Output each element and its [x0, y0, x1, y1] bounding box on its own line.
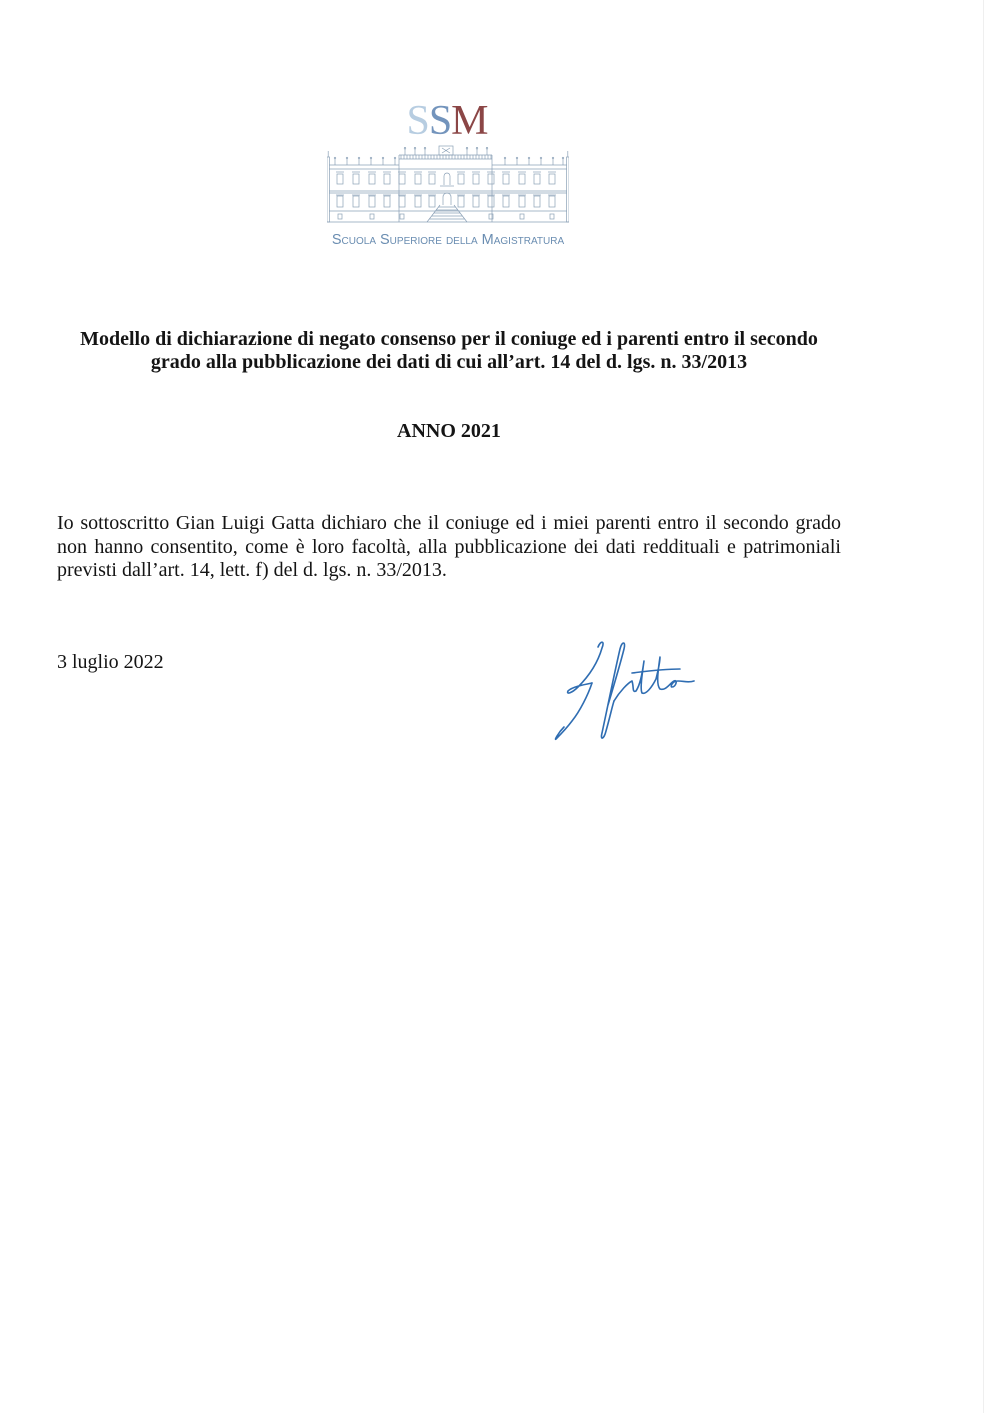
building-ground-window — [370, 214, 374, 219]
building-ground-window — [550, 214, 554, 219]
building-central-window — [444, 173, 450, 185]
building-window — [337, 196, 343, 207]
building-roof-statue-head — [552, 157, 554, 159]
building-window — [473, 174, 479, 184]
building-roof-statue-head — [562, 157, 564, 159]
building-post — [567, 157, 570, 222]
logo-building-illustration — [327, 145, 569, 225]
logo-letter-s2: S — [428, 98, 452, 144]
building-window — [369, 174, 375, 184]
declaration-line: previsti dall’art. 14, lett. f) del d. lgs. n. 33/2013. — [57, 559, 447, 581]
building-window — [429, 196, 435, 207]
building-window — [415, 196, 421, 207]
building-roof-statue-head — [414, 147, 416, 149]
building-window — [337, 174, 343, 184]
building-window — [384, 174, 390, 184]
building-window — [534, 174, 540, 184]
building-ground-window — [520, 214, 524, 219]
building-ground-window — [338, 214, 342, 219]
building-roof-statue-head — [394, 157, 396, 159]
document-title — [49, 328, 849, 374]
signature-stroke — [568, 642, 603, 693]
building-roof-statue-head — [382, 157, 384, 159]
logo-subtitle: Scuola Superiore della Magistratura — [331, 232, 565, 248]
building-roof-statue-head — [516, 157, 518, 159]
building-roof-statue-head — [540, 157, 542, 159]
building-roof-statue-head — [404, 147, 406, 149]
building-roof-statue-head — [424, 147, 426, 149]
building-window — [458, 196, 464, 207]
building-roof-statue-head — [504, 157, 506, 159]
building-roof-statue-head — [486, 147, 488, 149]
building-window — [503, 196, 509, 207]
building-window — [353, 174, 359, 184]
declaration-line: non hanno consentito, come è loro facoltà, alla pubblicazione dei dati reddituali e patrimoniali — [57, 535, 841, 558]
building-door — [443, 193, 451, 205]
building-window — [399, 174, 405, 184]
building-window — [353, 196, 359, 207]
logo-letter-s1: S — [406, 98, 429, 144]
building-window — [415, 174, 421, 184]
signature-date: 3 luglio 2022 — [57, 651, 164, 673]
building-roof-statue-head — [370, 157, 372, 159]
document-title-line: Modello di dichiarazione di negato consenso per il coniuge ed i parenti entro il secondo — [80, 328, 818, 350]
building-window — [488, 196, 494, 207]
scan-edge-line — [983, 0, 984, 1413]
building-window — [519, 174, 525, 184]
building-window — [549, 174, 555, 184]
building-ground-window — [400, 214, 404, 219]
logo-ssm-letters — [347, 100, 547, 142]
building-window — [488, 174, 494, 184]
building-window — [534, 196, 540, 207]
building-window — [399, 196, 405, 207]
building-window — [369, 196, 375, 207]
building-staircase — [454, 205, 467, 222]
building-window — [503, 174, 509, 184]
building-staircase — [427, 205, 440, 222]
handwritten-signature — [548, 635, 698, 745]
logo-letter-m: M — [451, 98, 488, 144]
building-window — [549, 196, 555, 207]
year-heading: ANNO 2021 — [397, 420, 501, 442]
declaration-paragraph — [57, 512, 841, 583]
signature-stroke — [614, 657, 694, 701]
building-roof-statue-head — [476, 147, 478, 149]
building-ground-window — [489, 214, 493, 219]
building-roof-statue-head — [358, 157, 360, 159]
document-title-line: grado alla pubblicazione dei dati di cui all’art. 14 del d. lgs. n. 33/2013 — [150, 351, 748, 373]
building-post — [327, 157, 330, 222]
declaration-line: Io sottoscritto Gian Luigi Gatta dichiaro che il coniuge ed i miei parenti entro il secondo grado — [57, 512, 841, 534]
building-roof-statue-head — [528, 157, 530, 159]
building-window — [473, 196, 479, 207]
building-window — [384, 196, 390, 207]
building-window — [429, 174, 435, 184]
building-window — [519, 196, 525, 207]
building-roof-statue-head — [346, 157, 348, 159]
signature-stroke — [632, 669, 680, 673]
building-roof-statue-head — [466, 147, 468, 149]
building-roof-statue-head — [334, 157, 336, 159]
building-window — [458, 174, 464, 184]
